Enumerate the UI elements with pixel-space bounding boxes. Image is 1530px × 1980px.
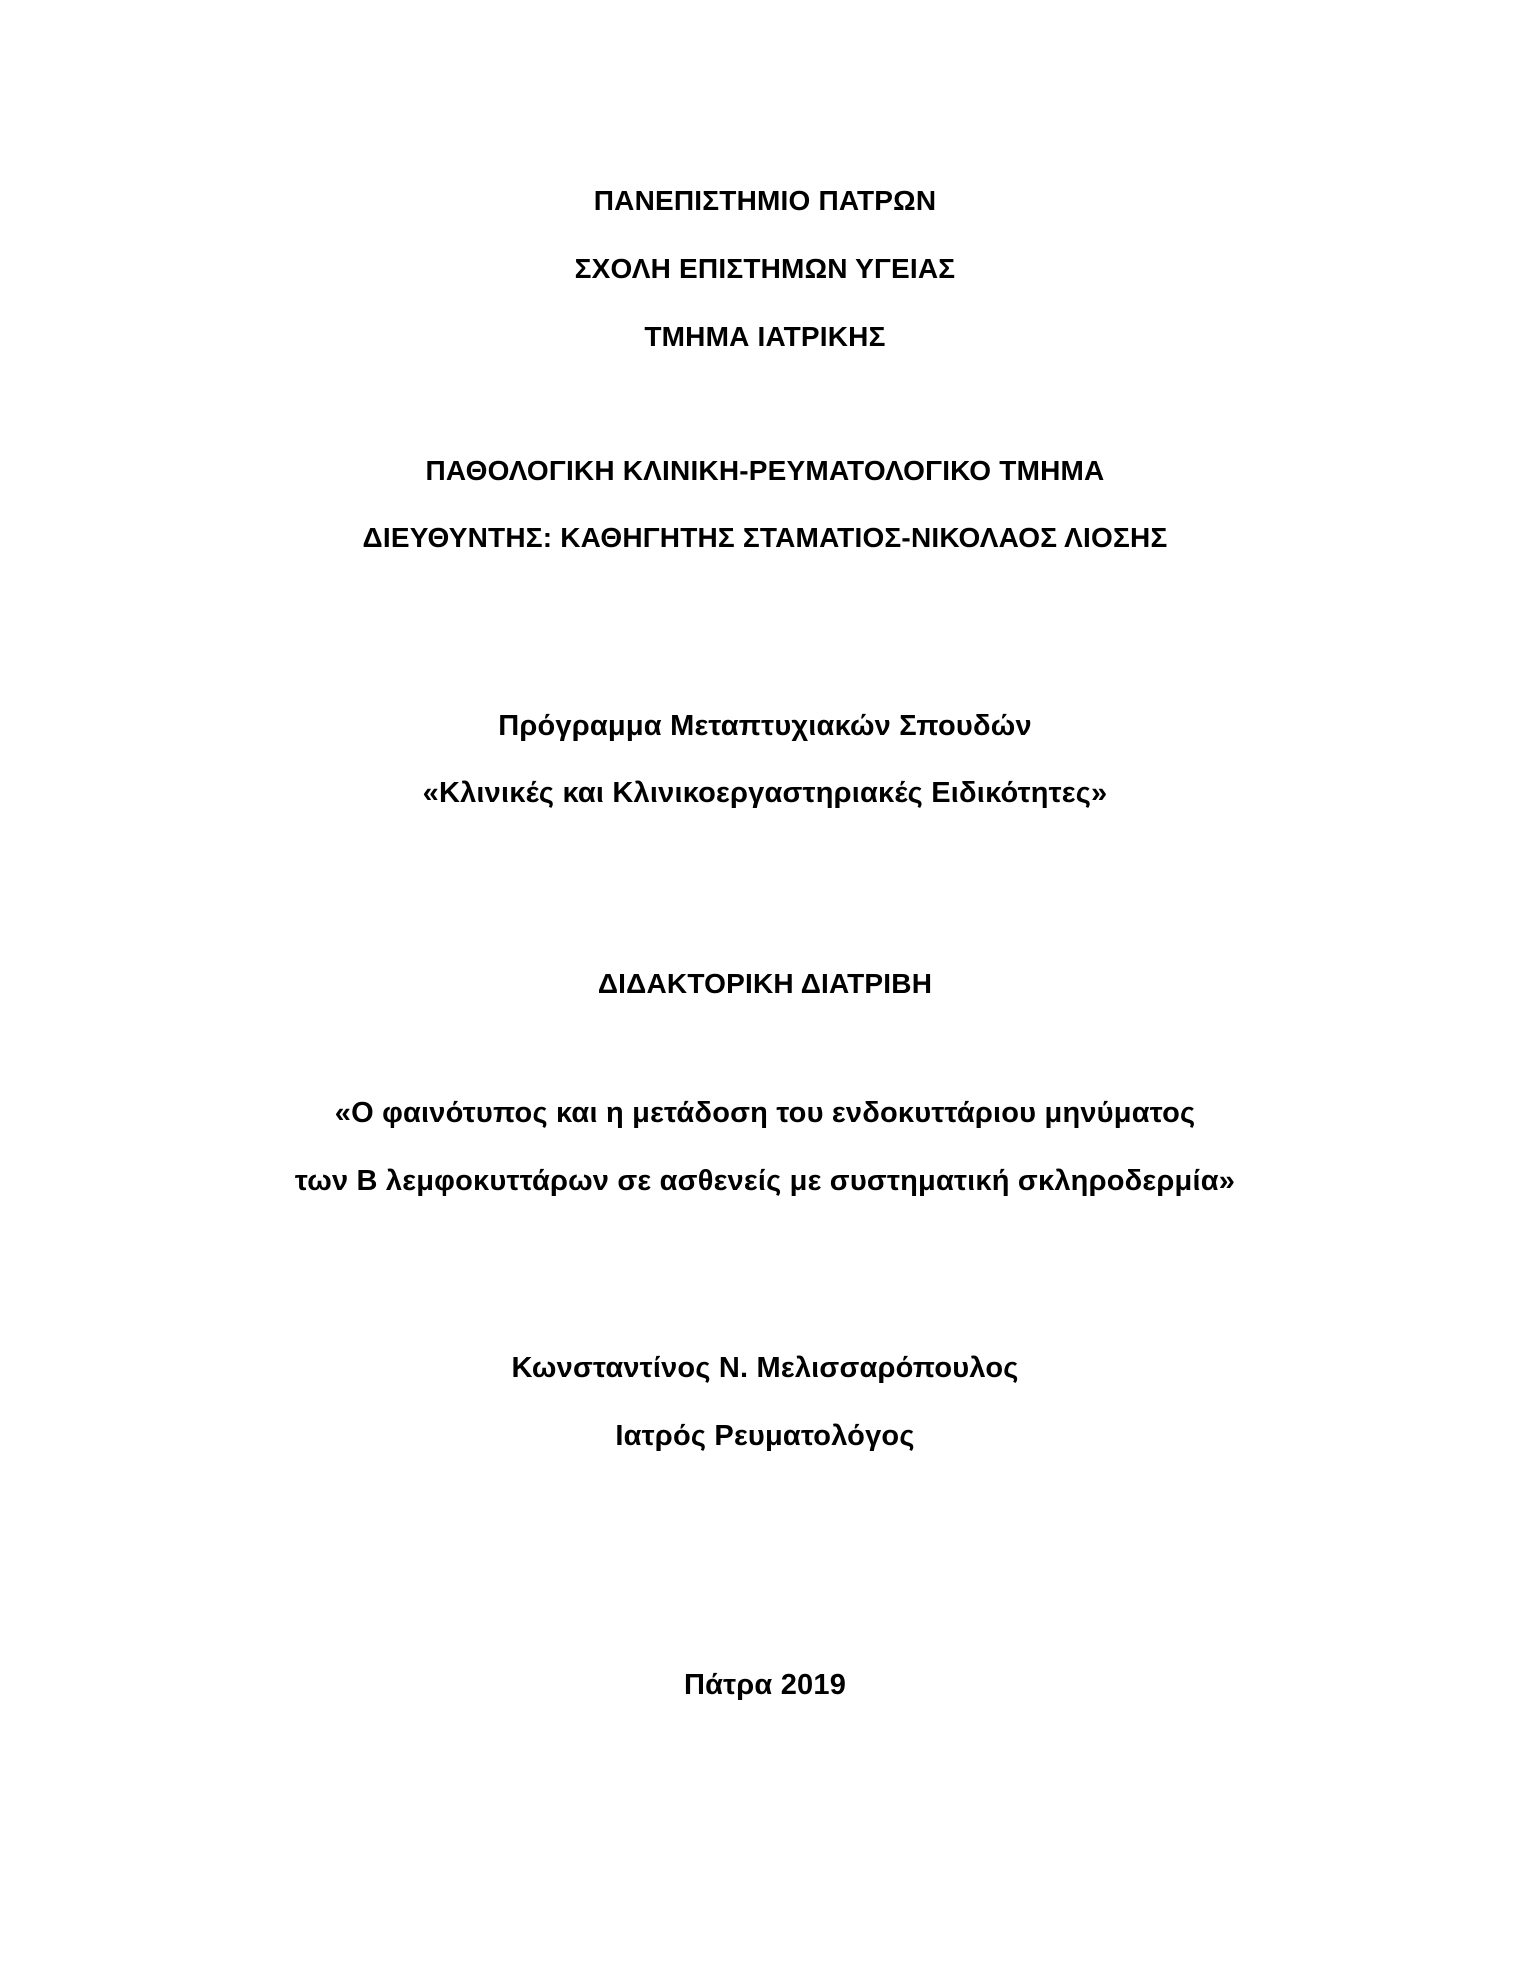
school-name: ΣΧΟΛΗ ΕΠΙΣΤΗΜΩΝ ΥΓΕΙΑΣ xyxy=(574,253,956,284)
author-title: Ιατρός Ρευματολόγος xyxy=(615,1420,915,1452)
clinic-name: ΠΑΘΟΛΟΓΙΚΗ ΚΛΙΝΙΚΗ-ΡΕΥΜΑΤΟΛΟΓΙΚΟ ΤΜΗΜΑ xyxy=(425,455,1105,486)
clinic-director: ΔΙΕΥΘΥΝΤΗΣ: ΚΑΘΗΓΗΤΗΣ ΣΤΑΜΑΤΙΟΣ-ΝΙΚΟΛΑΟΣ ΛΙΟΣΗΣ xyxy=(362,522,1168,553)
program-subtitle: «Κλινικές και Κλινικοεργαστηριακές Ειδικότητες» xyxy=(422,777,1108,809)
place-year: Πάτρα 2019 xyxy=(683,1669,847,1701)
author-name: Κωνσταντίνος Ν. Μελισσαρόπουλος xyxy=(511,1352,1019,1384)
document-type: ΔΙΔΑΚΤΟΡΙΚΗ ΔΙΑΤΡΙΒΗ xyxy=(597,968,933,999)
department-name: ΤΜΗΜΑ ΙΑΤΡΙΚΗΣ xyxy=(644,321,886,352)
thesis-title-line-1: «Ο φαινότυπος και η μετάδοση του ενδοκυττάριου μηνύματος xyxy=(334,1097,1196,1129)
university-name: ΠΑΝΕΠΙΣΤΗΜΙΟ ΠΑΤΡΩΝ xyxy=(593,185,937,216)
thesis-title-line-2: των Β λεμφοκυττάρων σε ασθενείς με συστηματική σκληροδερμία» xyxy=(294,1165,1236,1197)
program-title: Πρόγραμμα Μεταπτυχιακών Σπουδών xyxy=(498,710,1032,742)
